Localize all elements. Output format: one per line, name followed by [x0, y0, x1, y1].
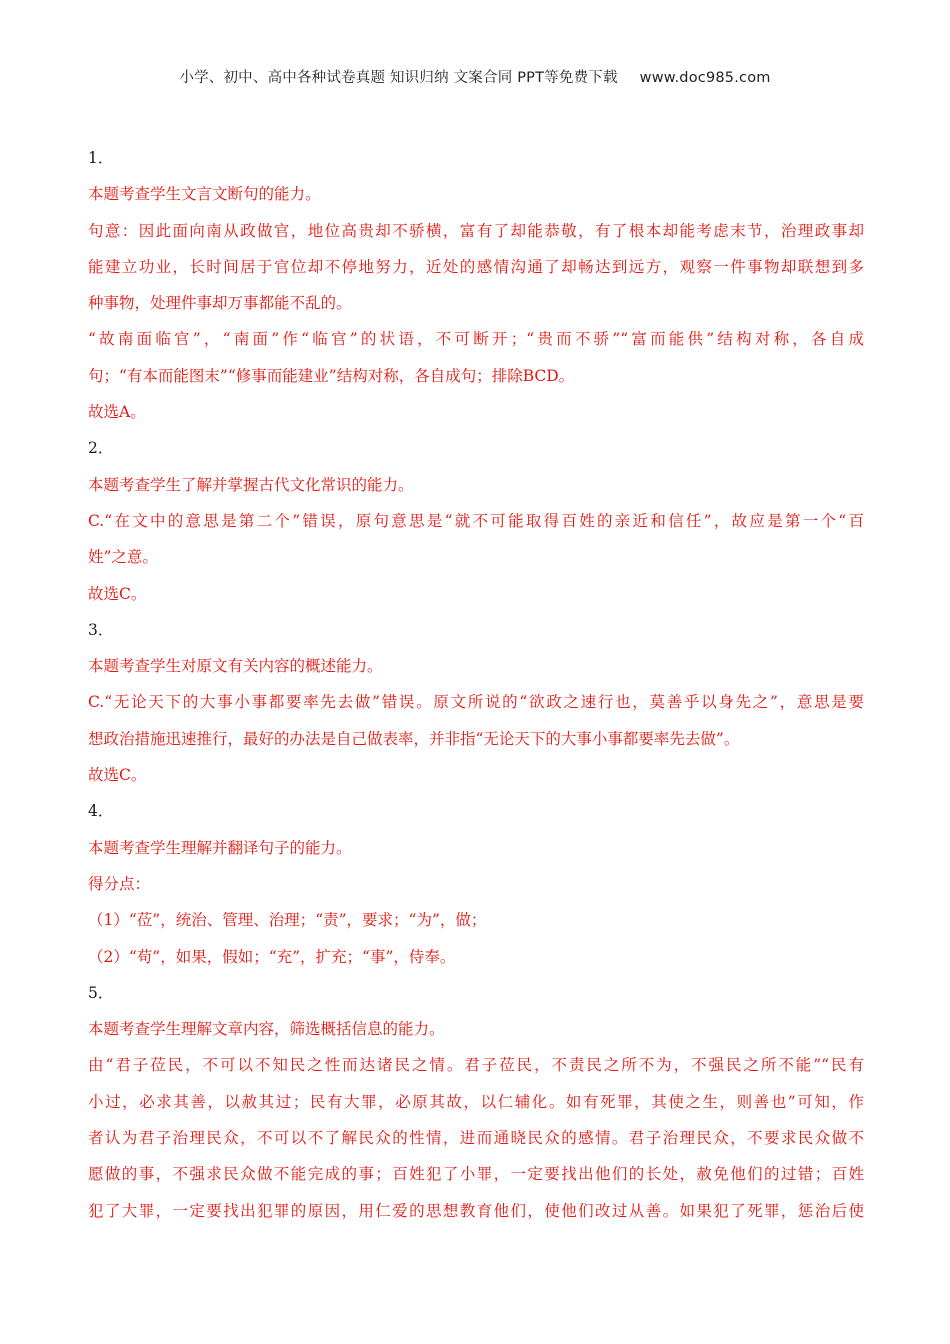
answer-line: 能建立功业，长时间居于官位却不停地努力，近处的感情沟通了却畅达到远方，观察一件事物却联想到多	[88, 257, 864, 276]
answer-line: 由“君子莅民，不可以不知民之性而达诸民之情。君子莅民，不责民之所不为，不强民之所不能”“民有	[88, 1056, 864, 1075]
answer-line: 种事物，处理件事却万事都能不乱的。	[88, 294, 352, 313]
answer-line: （2）“苟”，如果，假如；“充”，扩充；“事”，侍奉。	[88, 947, 456, 966]
answer-line: 犯了大罪，一定要找出犯罪的原因，用仁爱的思想教育他们，使他们改过从善。如果犯了死罪，惩治后使	[88, 1201, 864, 1220]
answer-line: 者认为君子治理民众，不可以不了解民众的性情，进而通晓民众的感情。君子治理民众，不要求民众做不	[88, 1129, 864, 1148]
question-number: 2．	[88, 439, 114, 458]
header-url[interactable]: www.doc985.com	[639, 70, 771, 86]
page-header	[0, 66, 950, 87]
answer-line: 本题考查学生理解并翻译句子的能力。	[88, 838, 352, 857]
answer-line: 小过，必求其善，以赦其过；民有大罪，必原其故，以仁辅化。如有死罪，其使之生，则善也”可知，作	[88, 1092, 864, 1111]
question-number: 4．	[88, 802, 114, 821]
question-number: 3．	[88, 620, 114, 639]
answer-line: 故选C。	[88, 584, 147, 603]
answer-line: 句意：因此面向南从政做官，地位高贵却不骄横，富有了却能恭敬，有了根本却能考虑末节，治理政事却	[88, 221, 864, 240]
answer-line: （1）“莅”，统治、管理、治理；“责”，要求；“为”，做；	[88, 911, 487, 930]
answer-line: “故南面临官”，“南面”作“临官”的状语，不可断开；“贵而不骄”“富而能供”结构对称，各自成	[88, 330, 864, 349]
answer-line: 得分点：	[88, 874, 151, 893]
answer-line: 愿做的事，不强求民众做不能完成的事；百姓犯了小罪，一定要找出他们的长处，赦免他们的过错；百姓	[88, 1165, 864, 1184]
answer-line: 姓”之意。	[88, 548, 158, 567]
header-text: 小学、初中、高中各种试卷真题 知识归纳 文案合同 PPT等免费下载	[179, 70, 618, 86]
answer-line: 本题考查学生了解并掌握古代文化常识的能力。	[88, 475, 414, 494]
answer-line: 想政治措施迅速推行，最好的办法是自己做表率，并非指“无论天下的大事小事都要率先去做”。	[88, 729, 740, 748]
answer-line: 故选C。	[88, 766, 147, 785]
answer-line: 句；“有本而能图末”“修事而能建业”结构对称，各自成句；排除BCD。	[88, 366, 575, 385]
answer-line: 本题考查学生文言文断句的能力。	[88, 185, 321, 204]
question-number: 5．	[88, 983, 114, 1002]
answer-line: C.“在文中的意思是第二个”错误，原句意思是“就不可能取得百姓的亲近和信任”，故应是第一个“百	[88, 511, 864, 530]
answer-line: C.“无论天下的大事小事都要率先去做”错误。原文所说的“欲政之速行也，莫善乎以身先之”，意思是要	[88, 693, 864, 712]
answer-line: 本题考查学生理解文章内容，筛选概括信息的能力。	[88, 1020, 445, 1039]
answer-content	[88, 140, 864, 1229]
question-number: 1．	[88, 149, 114, 167]
answer-line: 故选A。	[88, 403, 146, 422]
answer-line: 本题考查学生对原文有关内容的概述能力。	[88, 657, 383, 676]
